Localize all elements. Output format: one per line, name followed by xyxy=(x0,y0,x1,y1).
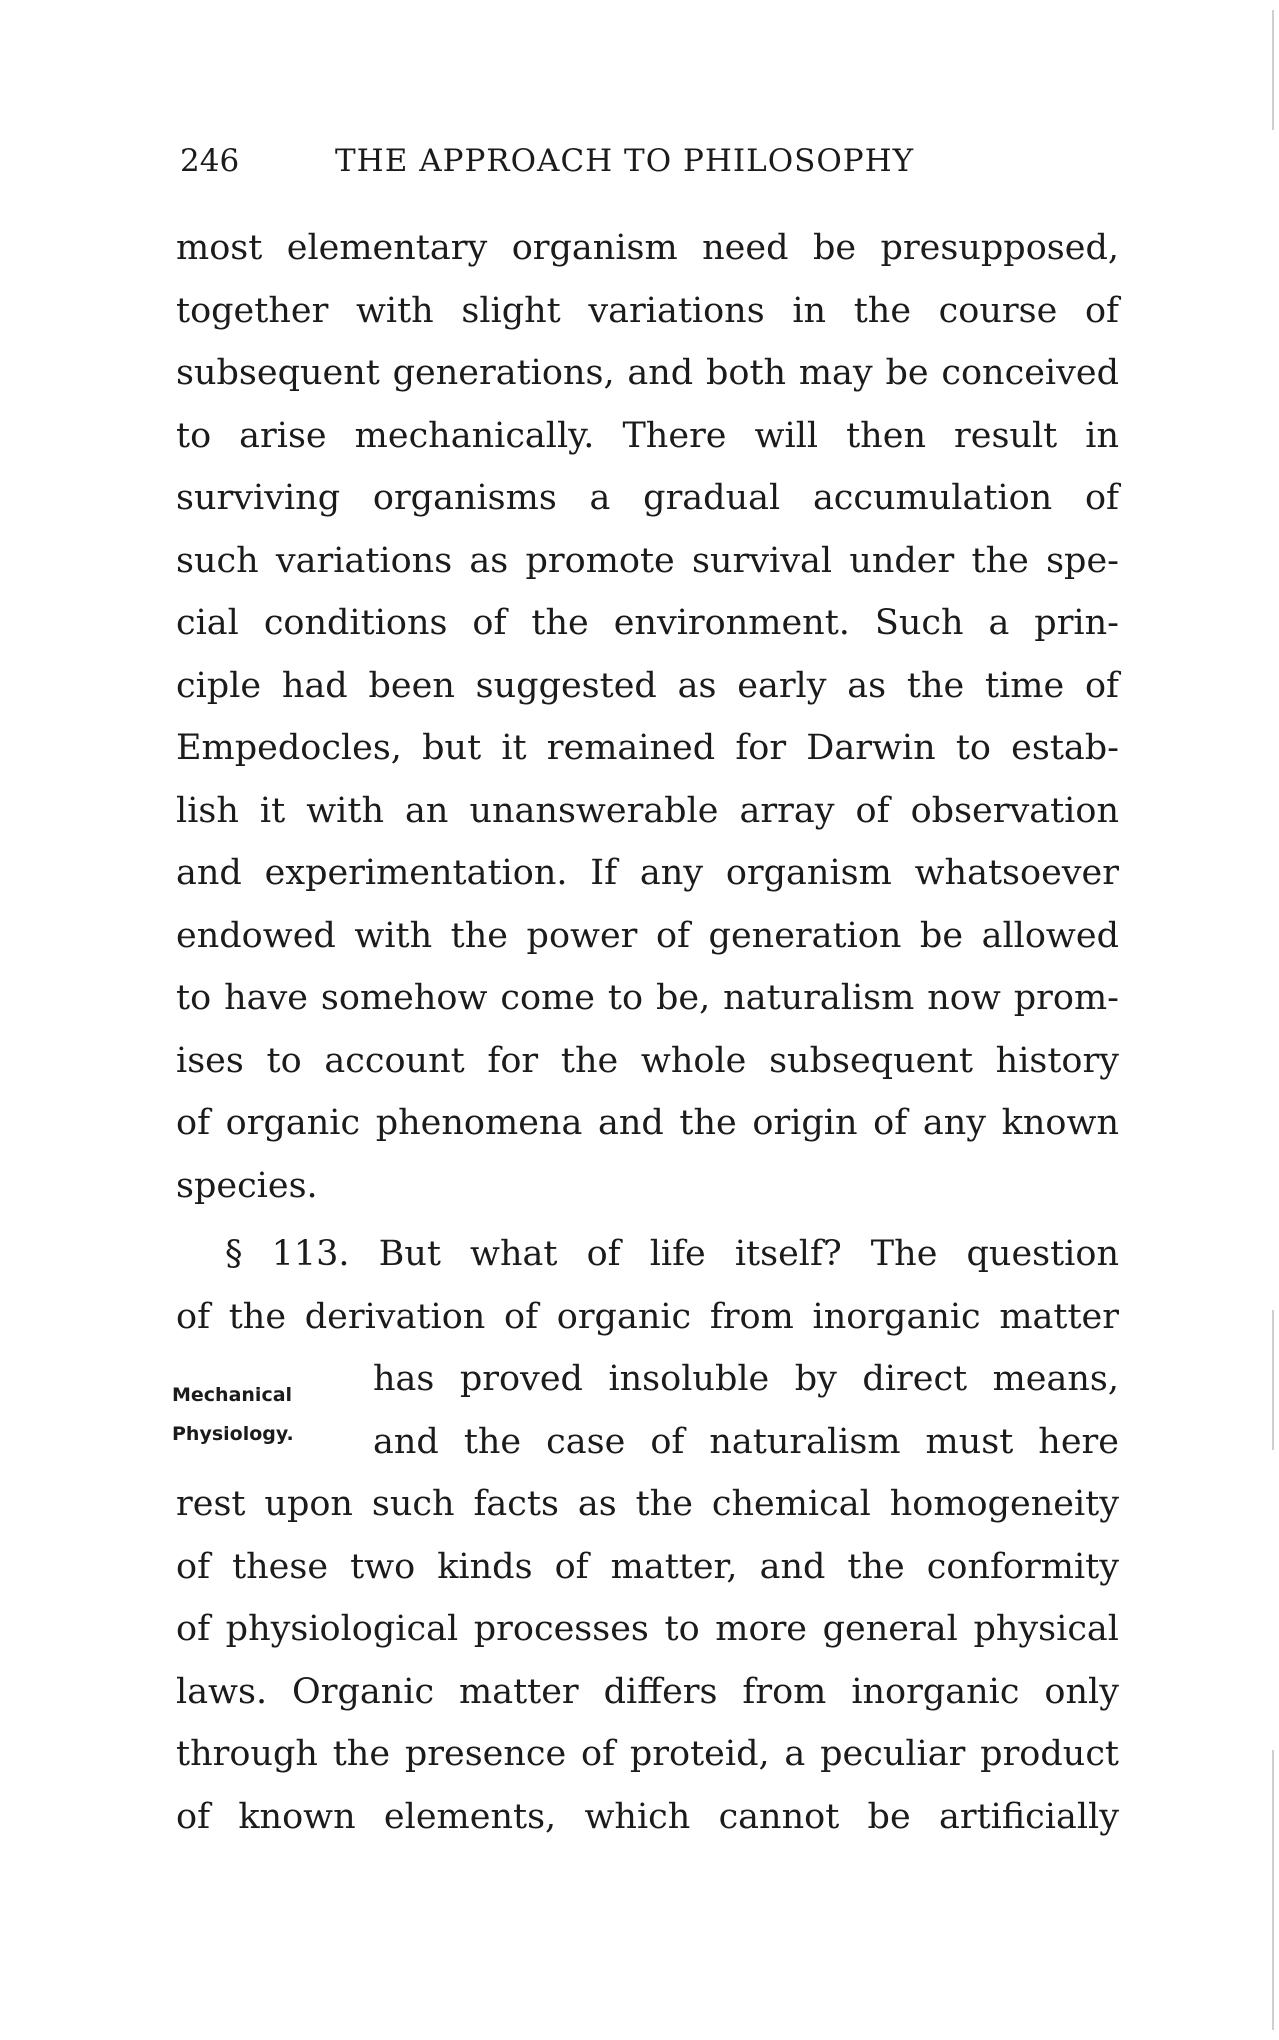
marginal-note-line: Mechanical xyxy=(172,1384,293,1406)
text-line: endowed with the power of generation be allowed xyxy=(176,916,1119,956)
text-line: Empedocles, but it remained for Darwin to estab- xyxy=(176,728,1119,768)
page-header xyxy=(180,141,1180,181)
text-line: § 113. But what of life itself? The question xyxy=(225,1234,1119,1274)
page-number: 246 xyxy=(180,143,240,179)
text-line: and experimentation. If any organism whatsoever xyxy=(176,853,1119,893)
text-line: cial conditions of the environment. Such a prin- xyxy=(176,603,1119,643)
text-line: has proved insoluble by direct means, xyxy=(373,1359,1119,1399)
text-line: rest upon such facts as the chemical homogeneity xyxy=(176,1484,1119,1524)
text-line: laws. Organic matter differs from inorganic only xyxy=(176,1672,1119,1712)
text-line: lish it with an unanswerable array of observation xyxy=(176,791,1119,831)
text-line: of these two kinds of matter, and the conformity xyxy=(176,1547,1119,1587)
text-line: of organic phenomena and the origin of any known xyxy=(176,1103,1119,1143)
running-title: THE APPROACH TO PHILOSOPHY xyxy=(335,143,915,179)
text-line: of known elements, which cannot be artificially xyxy=(176,1797,1119,1837)
scan-edge-shadow xyxy=(1269,0,1279,2040)
text-line: through the presence of proteid, a peculiar product xyxy=(176,1734,1119,1774)
text-line: ises to account for the whole subsequent history xyxy=(176,1041,1119,1081)
text-line: to arise mechanically. There will then result in xyxy=(176,416,1119,456)
text-line: subsequent generations, and both may be conceived xyxy=(176,353,1119,393)
text-line: of physiological processes to more general physical xyxy=(176,1609,1119,1649)
text-line: surviving organisms a gradual accumulation of xyxy=(176,478,1119,518)
marginal-note-line: Physiology. xyxy=(172,1423,294,1445)
text-line: to have somehow come to be, naturalism now prom- xyxy=(176,978,1119,1018)
text-line: species. xyxy=(176,1166,318,1206)
text-line: ciple had been suggested as early as the time of xyxy=(176,666,1119,706)
text-line: such variations as promote survival under the spe- xyxy=(176,541,1119,581)
text-line: most elementary organism need be presupposed, xyxy=(176,228,1119,268)
text-line: and the case of naturalism must here xyxy=(373,1422,1119,1462)
text-line: together with slight variations in the course of xyxy=(176,291,1119,331)
text-line: of the derivation of organic from inorganic matter xyxy=(176,1297,1119,1337)
